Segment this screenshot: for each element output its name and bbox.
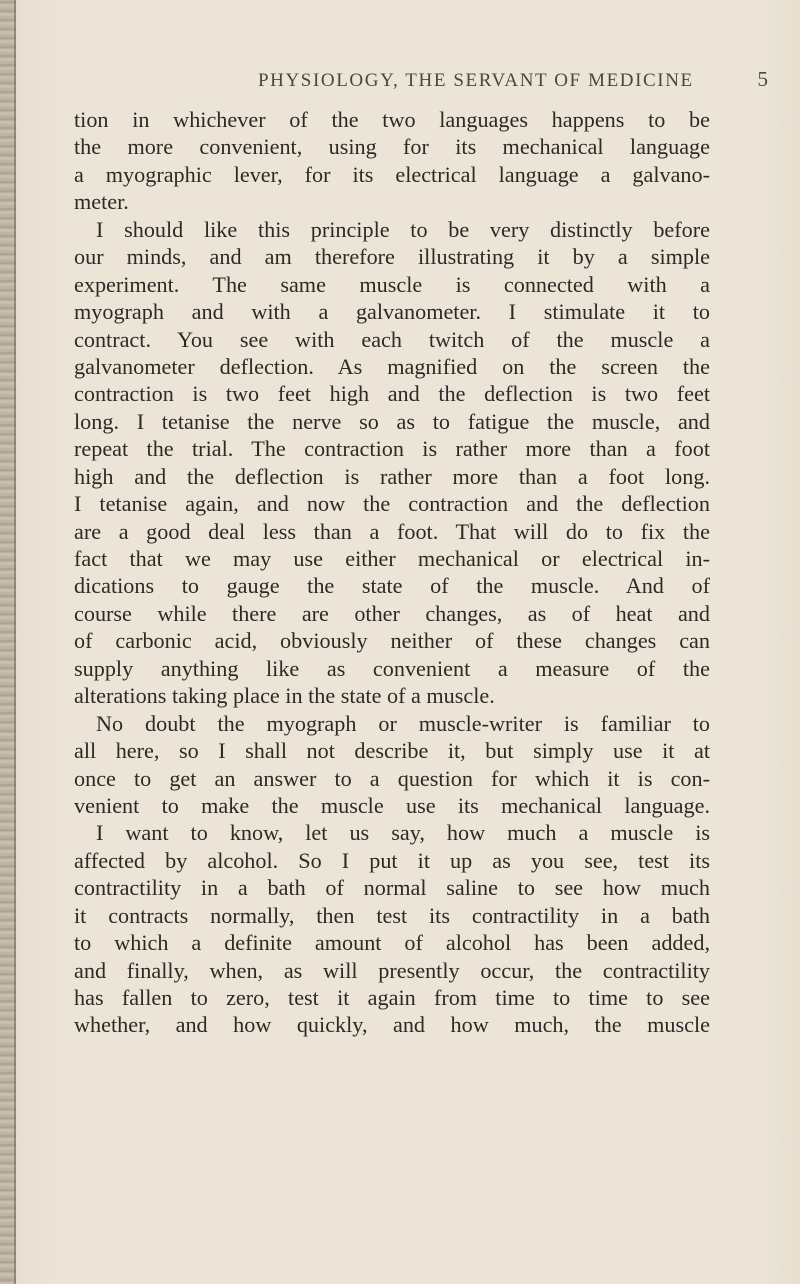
text-line: contract. You see with each twitch of the muscle a xyxy=(74,326,710,352)
text-line: of carbonic acid, obviously neither of these changes can xyxy=(74,628,710,654)
text-line: dications to gauge the state of the muscle. And of xyxy=(74,573,710,599)
running-head-title: PHYSIOLOGY, THE SERVANT OF MEDICINE xyxy=(258,70,694,91)
text-line: I want to know, let us say, how much a muscle is xyxy=(96,820,710,846)
text-line: repeat the trial. The contraction is rather more than a foot xyxy=(74,436,710,462)
text-line: high and the deflection is rather more than a foot long. xyxy=(74,463,710,489)
text-line: whether, and how quickly, and how much, the muscle xyxy=(74,1012,710,1038)
text-line: once to get an answer to a question for which it is con- xyxy=(74,765,710,791)
running-head xyxy=(258,67,768,101)
text-line: our minds, and am therefore illustrating it by a simple xyxy=(74,244,710,270)
text-line: tion in whichever of the two languages happens to be xyxy=(74,107,710,132)
text-line: a myographic lever, for its electrical language a galvano- xyxy=(74,161,710,187)
text-line: supply anything like as convenient a measure of the xyxy=(74,655,710,681)
page-number: 5 xyxy=(757,67,768,91)
text-line: contractility in a bath of normal saline to see how much xyxy=(74,875,710,901)
body-text xyxy=(74,106,710,1039)
text-line: course while there are other changes, as of heat and xyxy=(74,600,710,626)
text-line: affected by alcohol. So I put it up as you see, test its xyxy=(74,847,710,873)
text-line: alterations taking place in the state of a muscle. xyxy=(74,683,495,709)
text-line: venient to make the muscle use its mechanical language. xyxy=(74,792,710,818)
text-line: fact that we may use either mechanical or electrical in- xyxy=(74,546,710,571)
text-line: and finally, when, as will presently occur, the contractility xyxy=(74,957,710,983)
text-line: No doubt the myograph or muscle-writer is familiar to xyxy=(96,710,710,736)
text-line: contraction is two feet high and the deflection is two feet xyxy=(74,381,710,407)
text-line: has fallen to zero, test it again from time to time to see xyxy=(74,985,710,1010)
text-line: experiment. The same muscle is connected with a xyxy=(74,271,710,297)
text-line: galvanometer deflection. As magnified on the screen the xyxy=(74,353,710,379)
text-line: meter. xyxy=(74,189,129,215)
text-line: all here, so I shall not describe it, but simply use it at xyxy=(74,738,710,764)
text-line: to which a definite amount of alcohol has been added, xyxy=(74,930,710,956)
gutter-line xyxy=(14,0,16,1284)
text-line: I tetanise again, and now the contraction and the deflection xyxy=(74,491,710,517)
text-line: it contracts normally, then test its contractility in a bath xyxy=(74,902,710,928)
text-line: the more convenient, using for its mechanical language xyxy=(74,134,710,160)
text-line: are a good deal less than a foot. That will do to fix the xyxy=(74,518,710,544)
text-line: I should like this principle to be very distinctly before xyxy=(96,216,710,242)
text-line: myograph and with a galvanometer. I stimulate it to xyxy=(74,299,710,325)
text-line: long. I tetanise the nerve so as to fatigue the muscle, and xyxy=(74,408,710,434)
